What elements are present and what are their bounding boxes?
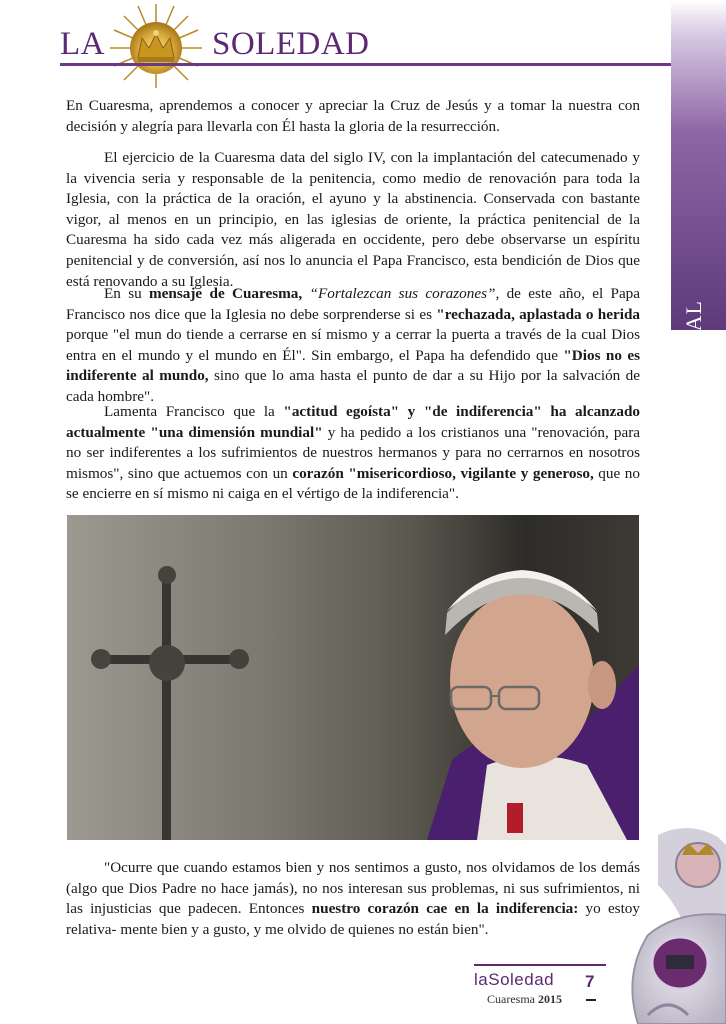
- footer-divider: [474, 964, 606, 966]
- footer-magazine-name: laSoledad: [474, 970, 555, 989]
- masthead-title-left: LA: [60, 26, 105, 62]
- page-number: 7: [585, 972, 595, 991]
- brotherhood-emblem-icon: [618, 825, 726, 1024]
- header-divider: [60, 63, 672, 66]
- paragraph-message: En su mensaje de Cuaresma, “Fortalezcan sus corazones”, de este año, el Papa Francisco nos dice que la Iglesia no debe sorprenderse si es "rechazada, aplastada o herida porque "el mun do tiende a cerrarse en sí mismo y a cerrar la puerta a través de la cual Dios entra en el mundo y el mundo en Él". Sin embargo, el Papa ha defendido que "Dios no es indiferente al mundo, sino que lo ama hasta el punto de dar a su Hijo por la salvación de cada hombre".: [66, 285, 641, 405]
- section-label: DIRECTOR ESPIRITUAL: [681, 300, 706, 560]
- paragraph-indifference: Lamenta Francisco que la "actitud egoísta" y "de indiferencia" ha alcanzado actualmente "una dimensión mundial" y ha pedido a los cristianos una "renovación, para no ser indiferentes a los sufrimientos de nuestros hermanos y para no cerrarnos en nosotros mismos", sino que actuemos con un corazón "misericordioso, vigilante y generoso, que no se encierre en sí mismo ni caiga en el vértigo de la indiferencia".: [66, 403, 640, 503]
- crown-icon: [108, 2, 204, 88]
- cross-icon: [91, 566, 249, 840]
- paragraph-history: El ejercicio de la Cuaresma data del siglo IV, con la implantación del catecumenado y la vivencia seria y responsable de la penitencia, como medio de renovación para toda la Iglesia, con la práctica de la oración, el ayuno y la abstinencia. Conservada con bastante vigor, al menos en un principio, en las iglesias de oriente, la práctica penitencial de la Cuaresma ha sido cada vez más aligerada en occidente, pero debe observarse un espíritu penitencial y de conversión, así nos lo anuncia el Papa Francisco, esta bendición de Dios que está renovando a su Iglesia.: [66, 149, 640, 290]
- paragraph-quote: "Ocurre que cuando estamos bien y nos sentimos a gusto, nos olvidamos de los demás (algo que Dios Padre no hace jamás), no nos interesan sus problemas, ni sus sufrimientos, ni las injusticias que padecen. Entonces nuestro corazón cae en la indiferencia: yo estoy relativa- mente bien y a gusto, y me olvido de quienes no están bien".: [66, 859, 640, 938]
- paragraph-intro: En Cuaresma, aprendemos a conocer y apreciar la Cruz de Jesús y a tomar la nuestra con decisión y alegría para llevarla con Él hasta la gloria de la resurrección.: [66, 97, 640, 135]
- section-tab: [671, 0, 726, 330]
- masthead-title-right: SOLEDAD: [212, 26, 370, 62]
- page-number-underline: [586, 999, 596, 1001]
- footer-issue: Cuaresma 2015: [487, 992, 562, 1006]
- pope-photo: [67, 515, 639, 840]
